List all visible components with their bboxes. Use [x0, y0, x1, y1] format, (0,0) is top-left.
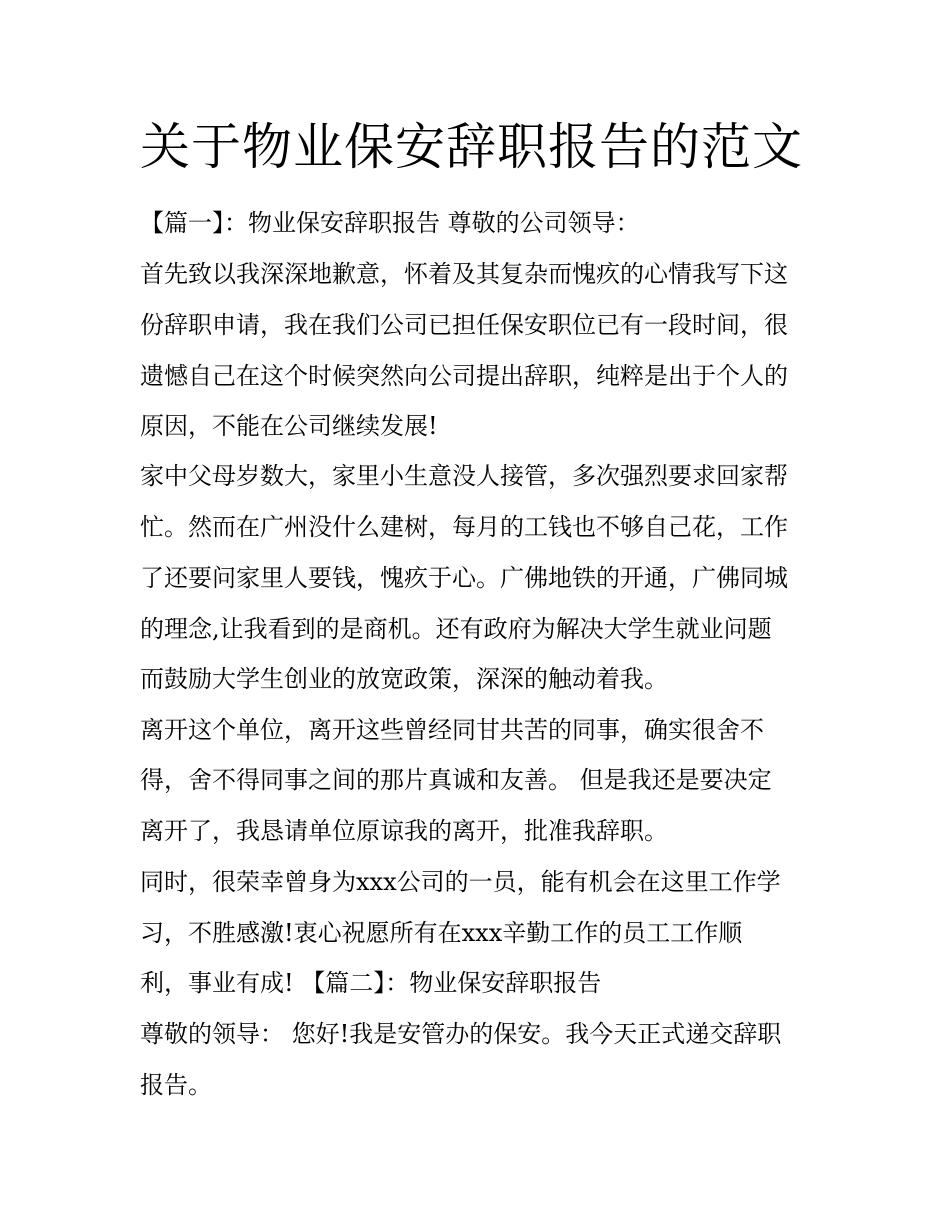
- text-line: 家中父母岁数大，家里小生意没人接管，多次强烈要求回家帮: [140, 462, 788, 490]
- text-line: 报告。: [140, 1071, 212, 1099]
- text-line: 而鼓励大学生创业的放宽政策，深深的触动着我。: [140, 665, 668, 693]
- text-line: 同时，很荣幸曾身为xxx公司的一员，能有机会在这里工作学: [140, 868, 781, 896]
- text-line: 首先致以我深深地歉意，怀着及其复杂而愧疚的心情我写下这: [140, 260, 788, 288]
- text-line: 习，不胜感激!衷心祝愿所有在xxx辛勤工作的员工工作顺: [140, 919, 743, 947]
- text-line: 【篇一】：物业保安辞职报告 尊敬的公司领导：: [140, 209, 640, 237]
- text-line: 原因，不能在公司继续发展!: [140, 412, 438, 440]
- text-line: 离开这个单位，离开这些曾经同甘共苦的同事，确实很舍不: [140, 716, 764, 744]
- text-line: 忙。然而在广州没什么建树，每月的工钱也不够自己花，工作: [140, 513, 788, 541]
- text-line: 了还要问家里人要钱，愧疚于心。广佛地铁的开通，广佛同城: [140, 564, 788, 592]
- text-line: 份辞职申请，我在我们公司已担任保安职位已有一段时间，很: [140, 311, 788, 339]
- document-title: 关于物业保安辞职报告的范文: [140, 118, 803, 176]
- text-line: 离开了，我恳请单位原谅我的离开，批准我辞职。: [140, 817, 668, 845]
- text-line: 得，舍不得同事之间的那片真诚和友善。 但是我还是要决定: [140, 766, 772, 794]
- text-line: 的理念,让我看到的是商机。还有政府为解决大学生就业问题: [140, 615, 772, 643]
- text-line: 尊敬的领导： 您好!我是安管办的保安。我今天正式递交辞职: [140, 1020, 782, 1048]
- text-line: 遗憾自己在这个时候突然向公司提出辞职，纯粹是出于个人的: [140, 362, 788, 390]
- text-line: 利，事业有成! 【篇二】：物业保安辞职报告: [140, 969, 602, 997]
